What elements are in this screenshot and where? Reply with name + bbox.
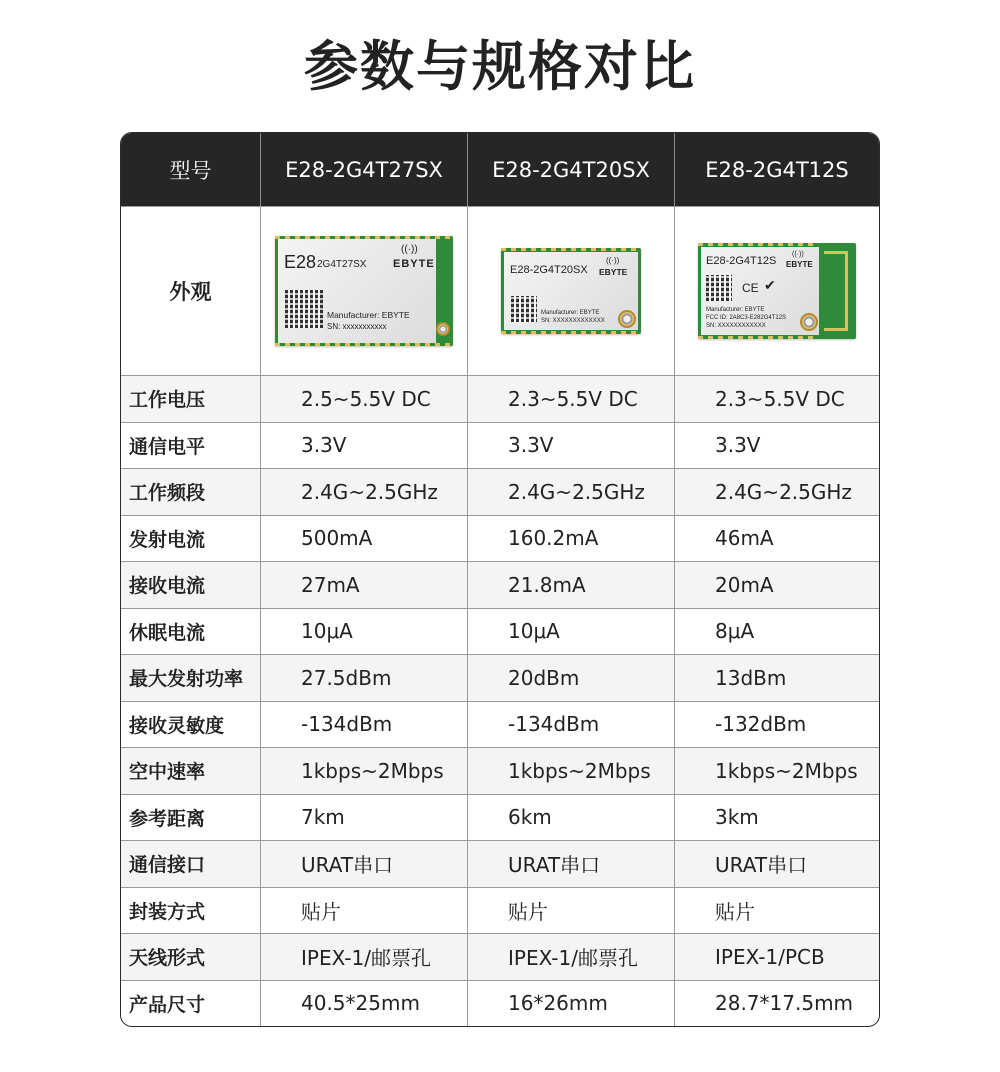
row-label: 接收电流 xyxy=(129,575,206,598)
qr-code-icon xyxy=(706,275,732,301)
qr-code-icon xyxy=(285,290,323,328)
module-image-3 xyxy=(698,243,856,339)
row-value: 3.3V xyxy=(260,423,467,469)
appearance-label: 外观 xyxy=(169,280,212,304)
row-value: IPEX-1/邮票孔 xyxy=(260,934,467,980)
module-image-cell-2 xyxy=(467,207,674,375)
signal-icon: ((·)) xyxy=(792,251,804,258)
table-row xyxy=(121,561,879,608)
rohs-check-icon: ✔ xyxy=(764,277,776,293)
row-value: 3km xyxy=(674,795,879,841)
row-value: 7km xyxy=(260,795,467,841)
row-value: 28.7*17.5mm xyxy=(674,981,879,1027)
row-value: URAT串口 xyxy=(674,841,879,887)
row-label: 产品尺寸 xyxy=(129,993,206,1016)
row-value: 6km xyxy=(467,795,674,841)
ipex-connector-icon xyxy=(436,322,450,336)
header-model-1: E28-2G4T27SX xyxy=(260,133,467,206)
table-row xyxy=(121,608,879,655)
ipex-connector-icon xyxy=(800,313,818,331)
row-label: 休眠电流 xyxy=(129,621,206,644)
table-row xyxy=(121,980,879,1027)
table-row xyxy=(121,933,879,980)
module-brand: EBYTE xyxy=(786,260,813,269)
row-value: 贴片 xyxy=(260,888,467,934)
row-value: 10μA xyxy=(260,609,467,655)
row-value: 2.4G~2.5GHz xyxy=(674,469,879,515)
row-value: 贴片 xyxy=(467,888,674,934)
module-image-cell-3 xyxy=(674,207,879,375)
row-label: 接收灵敏度 xyxy=(129,714,225,737)
qr-code-icon xyxy=(511,296,537,322)
header-model-2: E28-2G4T20SX xyxy=(467,133,674,206)
row-value: 27mA xyxy=(260,562,467,608)
row-label: 最大发射功率 xyxy=(129,668,244,691)
appearance-row xyxy=(121,206,879,375)
row-value: -134dBm xyxy=(467,702,674,748)
row-value: 1kbps~2Mbps xyxy=(260,748,467,794)
row-value: 2.3~5.5V DC xyxy=(467,376,674,422)
module-brand: EBYTE xyxy=(599,267,628,277)
header-model-3: E28-2G4T12S xyxy=(674,133,879,206)
row-value: 160.2mA xyxy=(467,516,674,562)
row-value: 2.5~5.5V DC xyxy=(260,376,467,422)
module-sn: SN: XXXXXXXXXXXXX xyxy=(541,318,605,324)
row-label: 参考距离 xyxy=(129,807,206,830)
table-row xyxy=(121,887,879,934)
row-value: 16*26mm xyxy=(467,981,674,1027)
table-row xyxy=(121,747,879,794)
row-label: 封装方式 xyxy=(129,900,206,923)
module-manufacturer: Manufacturer: EBYTE xyxy=(327,310,410,320)
module-model: E28-2G4T12S xyxy=(706,255,777,267)
module-manufacturer: Manufacturer: EBYTE xyxy=(706,307,765,313)
module-image-cell-1 xyxy=(260,207,467,375)
row-value: 20mA xyxy=(674,562,879,608)
row-value: -134dBm xyxy=(260,702,467,748)
table-row xyxy=(121,840,879,887)
row-label: 空中速率 xyxy=(129,761,206,784)
module-fcc-id: FCC ID: 2A8C3-E282G4T12S xyxy=(706,315,787,321)
module-manufacturer: Manufacturer: EBYTE xyxy=(541,310,600,316)
table-header-row xyxy=(121,133,879,206)
row-value: -132dBm xyxy=(674,702,879,748)
table-row xyxy=(121,701,879,748)
ipex-connector-icon xyxy=(618,310,636,328)
table-row xyxy=(121,375,879,422)
module-sn: SN: xxxxxxxxxxx xyxy=(327,322,387,331)
module-series: E28 xyxy=(284,252,317,272)
module-sn: SN: XXXXXXXXXXXX xyxy=(706,323,766,329)
row-value: 20dBm xyxy=(467,655,674,701)
row-label: 工作频段 xyxy=(129,482,206,505)
table-row xyxy=(121,794,879,841)
row-label: 天线形式 xyxy=(129,947,206,970)
row-value: 40.5*25mm xyxy=(260,981,467,1027)
row-value: 3.3V xyxy=(674,423,879,469)
spec-comparison-table xyxy=(120,132,880,1027)
row-value: 500mA xyxy=(260,516,467,562)
module-model: E28-2G4T20SX xyxy=(510,264,588,276)
table-row xyxy=(121,422,879,469)
table-row xyxy=(121,654,879,701)
row-value: 3.3V xyxy=(467,423,674,469)
row-value: 10μA xyxy=(467,609,674,655)
module-model: 2G4T27SX xyxy=(317,259,367,270)
row-value: 1kbps~2Mbps xyxy=(467,748,674,794)
header-label: 型号 xyxy=(169,158,212,183)
row-value: 8μA xyxy=(674,609,879,655)
row-value: 2.3~5.5V DC xyxy=(674,376,879,422)
row-value: 46mA xyxy=(674,516,879,562)
row-value: URAT串口 xyxy=(467,841,674,887)
row-value: 1kbps~2Mbps xyxy=(674,748,879,794)
row-value: 贴片 xyxy=(674,888,879,934)
row-value: URAT串口 xyxy=(260,841,467,887)
module-image-1 xyxy=(275,236,453,346)
row-value: IPEX-1/PCB xyxy=(674,934,879,980)
signal-icon: ((·)) xyxy=(401,244,418,255)
page-title: 参数与规格对比 xyxy=(304,35,696,98)
module-brand: EBYTE xyxy=(393,258,435,270)
row-label: 发射电流 xyxy=(129,528,206,551)
table-row xyxy=(121,468,879,515)
row-value: 2.4G~2.5GHz xyxy=(467,469,674,515)
ce-mark-icon: CE xyxy=(742,281,759,295)
row-label: 工作电压 xyxy=(129,389,206,412)
row-label: 通信电平 xyxy=(129,435,206,458)
signal-icon: ((·)) xyxy=(606,256,620,265)
row-value: 2.4G~2.5GHz xyxy=(260,469,467,515)
row-label: 通信接口 xyxy=(129,854,206,877)
row-value: IPEX-1/邮票孔 xyxy=(467,934,674,980)
module-image-2 xyxy=(501,248,641,334)
table-row xyxy=(121,515,879,562)
row-value: 13dBm xyxy=(674,655,879,701)
row-value: 27.5dBm xyxy=(260,655,467,701)
pcb-antenna-icon xyxy=(824,251,848,331)
row-value: 21.8mA xyxy=(467,562,674,608)
